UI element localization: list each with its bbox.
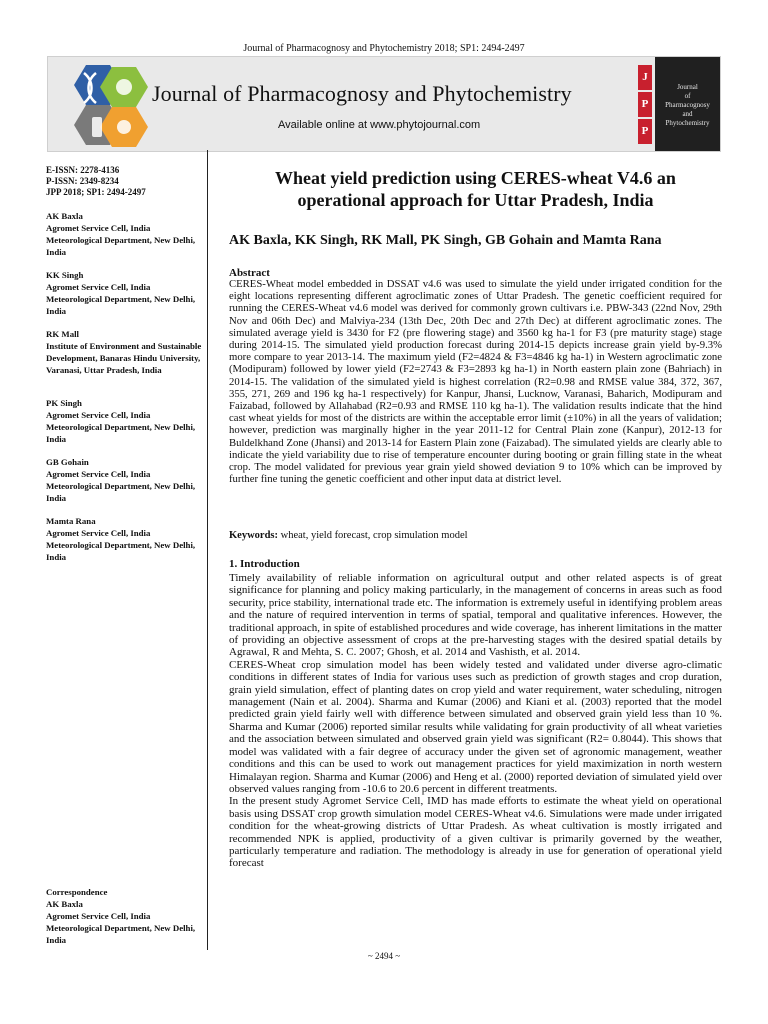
issn-block <box>46 165 146 198</box>
affiliation-org: Agromet Service Cell, India Meteorological Department, New Delhi, India <box>46 223 196 257</box>
correspondence-label: Correspondence <box>46 887 108 897</box>
affiliation-name: PK Singh <box>46 398 82 408</box>
side-note-line: Pharmacognosy <box>665 101 710 109</box>
p-issn: P-ISSN: 2349-8234 <box>46 176 119 186</box>
introduction-heading: 1. Introduction <box>229 558 300 570</box>
column-divider <box>207 150 208 950</box>
affiliation <box>46 456 202 504</box>
jpp-letter: J <box>638 65 652 90</box>
affiliation <box>46 397 202 445</box>
affiliation-org: Institute of Environment and Sustainable Development, Banaras Hindu University, Varanasi, Uttar Pradesh, India <box>46 341 202 375</box>
side-note-line: and <box>682 110 693 118</box>
correspondence-name: AK Baxla <box>46 899 83 909</box>
correspondence-block <box>46 886 202 946</box>
affiliation-name: RK Mall <box>46 329 79 339</box>
affiliation-org: Agromet Service Cell, India Meteorological Department, New Delhi, India <box>46 410 196 444</box>
affiliation <box>46 328 202 376</box>
affiliation-name: KK Singh <box>46 270 84 280</box>
affiliation-org: Agromet Service Cell, India Meteorological Department, New Delhi, India <box>46 282 196 316</box>
author-list: AK Baxla, KK Singh, RK Mall, PK Singh, GB Gohain and Mamta Rana <box>229 233 662 248</box>
paragraph: CERES-Wheat crop simulation model has been widely tested and validated under diverse agro-climatic conditions in different states of India for various uses such as prediction of growth stages and crop duration, grain yield simulation, effect of planting dates on crop yield and water requirement, water scheduling, nitrogen management (Nain et al. 2004). Sharma and Kumar (2006) and Kiani et al. (2003) reported that the model predicted grain yield fairly well with difference between simulated and observed grain yield less than 10 %. Sharma and Kumar (2006) reported similar results while validating for grain productivity of all wheat varieties and the association between simulated and observed grain yield was significant (R2= 0.8044). This shows that model was validated with a fair degree of accuracy under the given set of agronomic management, weather conditions and this can be used to work out management practices for yield maximization in north western Himalayan region. Sharma and Kumar (2006) and Heng et al. (2000) reported deviation of simulated yield over observed values ranging from -10.6 to 20.6 percent in different treatments. <box>229 658 722 795</box>
affiliation <box>46 269 202 317</box>
affiliation-name: Mamta Rana <box>46 516 96 526</box>
affiliation-org: Agromet Service Cell, India Meteorological Department, New Delhi, India <box>46 528 196 562</box>
journal-banner <box>47 56 721 152</box>
abstract-heading: Abstract <box>229 267 270 279</box>
jpp-mark <box>638 65 652 146</box>
journal-website[interactable]: Available online at www.phytojournal.com <box>278 119 481 131</box>
correspondence-org: Agromet Service Cell, India Meteorological Department, New Delhi, India <box>46 911 196 945</box>
paper-title: Wheat yield prediction using CERES-wheat V4.6 an operational approach for Uttar Pradesh, India <box>275 168 676 210</box>
paragraph: In the present study Agromet Service Cell, IMD has made efforts to estimate the wheat yield on operational basis using DSSAT crop growth simulation model CERES-Wheat v4.6. Simulations were made under irrigated condition for the wheat-growing districts of Uttar Pradesh. As wheat cultivation is mostly irrigated and recommended NPK is applied, productivity of a given cultivar is primarily governed by the weather, particularly temperature and radiation. The methodology is already in use for generation of operational yield forecast <box>229 795 722 870</box>
journal-side-note <box>655 57 720 151</box>
affiliation <box>46 515 202 563</box>
affiliation-name: GB Gohain <box>46 457 89 467</box>
affiliation <box>46 210 202 258</box>
keywords-label: Keywords: <box>229 530 278 541</box>
affiliation-org: Agromet Service Cell, India Meteorological Department, New Delhi, India <box>46 469 196 503</box>
side-note-line: Journal <box>677 83 698 91</box>
jpp-issue: JPP 2018; SP1: 2494-2497 <box>46 187 146 197</box>
running-head: Journal of Pharmacognosy and Phytochemistry 2018; SP1: 2494-2497 <box>243 43 525 54</box>
paragraph: Timely availability of reliable information on agricultural output and other related aspects is of great significance for planning and policy making particularly, in the management of concerns in areas such as food security, price stability, international trade etc. The information is extremely useful in identifying problem areas and the nature of required intervention in terms of spatial, temporal and qualitative inferences. However, the traditional approach, in spite of established procedures and wide coverage, has inherent limitations in the matter of providing an objective assessment of crops at the pre-harvesting stages with the desired spatial details by Agrawal, R and Mehta, S. C. 2007; Ghosh, et al. 2014 and Vashisth, et al. 2014. <box>229 572 722 659</box>
journal-title: Journal of Pharmacognosy and Phytochemistry <box>152 81 572 106</box>
keywords <box>229 530 722 541</box>
affiliation-name: AK Baxla <box>46 211 83 221</box>
abstract-text: CERES-Wheat model embedded in DSSAT v4.6 was used to simulate the yield under irrigated condition for the eight locations representing different agroclimatic zones of Uttar Pradesh. The genetic coefficient required for running the CERES-Wheat v4.6 model was derived for commonly grown cultivars i.e. PBW-343 (22nd Nov, 29th Nov and 06th Dec) and Malviya-234 (13th Dec, 20th Dec and 27th Dec) at different agroclimatic zones. The simulated average yield is 3430 for F2 (pre flowering stage) and 3560 kg ha-1 for F3 (pre maturity stage) stage during 2014-15. The simulated yield production forecast during 2014-15 depicts increase grain yield by-9.3% more compare to year 2013-14. The maximum yield (F2=4824 & F3=4846 kg ha-1) in Western agroclimatic zone (Modipuram) followed by lower yield (F2=2743 & F3=2893 kg ha-1) in North eastern plain zone (Bahriach) in 2014-15. The validation of the simulated yield is highest correlation (R2=0.98 and RMSE value 384, 372, 367, 355, 271, 269 and 196 kg ha-1 respectively) for Kanpur, Jhansi, Lucknow, Varanasi, Baharich, Modipuram and Faizabad, followed by Allahabad (R2=0.93 and RMSE 110 kg ha-1). The validation results indicate that the hind cast wheat yields for most of the districts are within the acceptable error limit (±10%) in all the years of validation; however, prediction was marginally higher in the year 2011-12 for Central Plain zone (Kanpur), 2012-13 for Buldelkhand Zone (Jhansi) and 2013-14 for Eastern Plain zone (Faizabad). The simulated yields are clearly able to indicate the yield variability due to rise of temperature encounter during booting or grain filling state in the wheat crop. The model validated for previous year grain yield showed deviation 9 to 10% which can be improved by further fine tuning the genetic coefficient and other input data at district level. <box>229 278 722 486</box>
side-note-line: of <box>684 92 691 100</box>
side-note-line: Phytochemistry <box>665 119 710 127</box>
introduction-body <box>229 572 722 870</box>
jpp-letter: P <box>638 92 652 117</box>
jpp-letter: P <box>638 119 652 144</box>
keywords-list: wheat, yield forecast, crop simulation model <box>278 530 468 541</box>
page-number: ~ 2494 ~ <box>367 951 401 961</box>
e-issn: E-ISSN: 2278-4136 <box>46 165 120 175</box>
